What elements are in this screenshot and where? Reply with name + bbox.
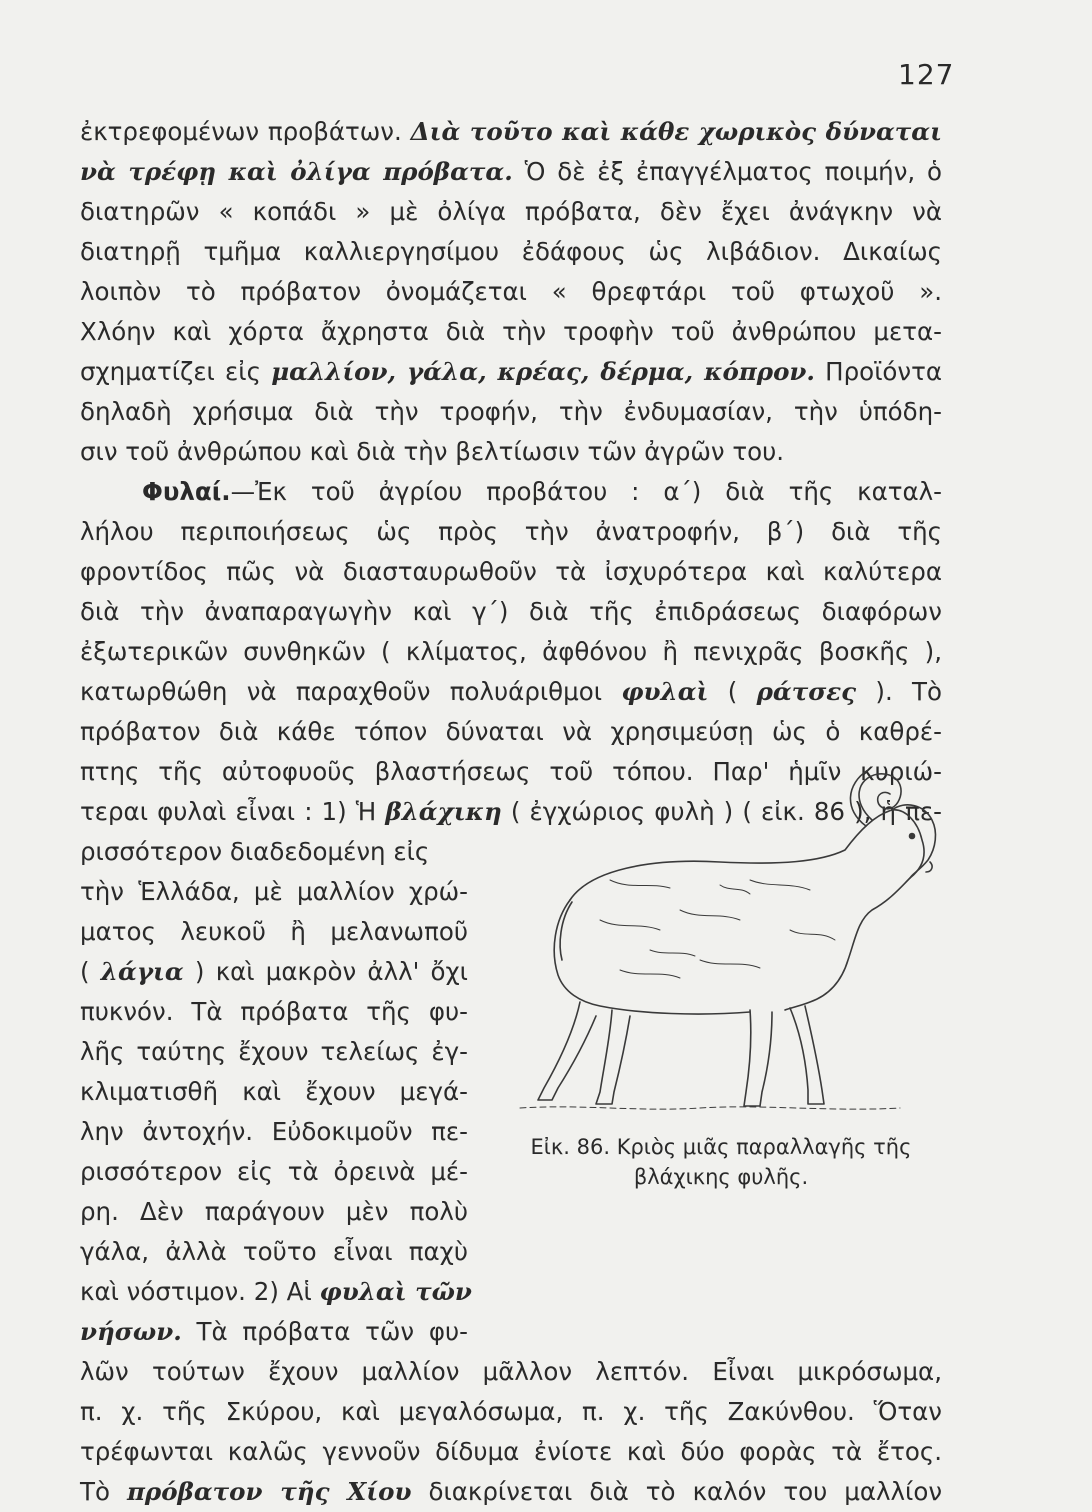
text-span: διὰ τὴν ἀναπαραγωγὴν καὶ γ΄) διὰ τῆς ἐπιδράσεως διαφόρων — [80, 597, 942, 626]
text-line — [80, 1392, 942, 1432]
text-line — [80, 392, 942, 432]
emphasized-text: βλάχικη — [385, 797, 502, 826]
text-line — [80, 1192, 468, 1232]
emphasized-text: μαλλίον, γάλα, κρέας, δέρμα, κόπρον. — [271, 357, 815, 386]
text-span: δηλαδὴ χρήσιμα διὰ τὴν τροφήν, τὴν ἐνδυμασίαν, τὴν ὑπόδη- — [80, 397, 942, 426]
text-line — [80, 1032, 468, 1072]
figure-caption-line-1: Εἰκ. 86. Κριὸς μιᾶς παραλλαγῆς τῆς — [530, 1135, 912, 1159]
text-line — [80, 712, 942, 752]
text-span: λῆς ταύτης ἔχουν τελείως ἐγ- — [80, 1037, 468, 1066]
text-span: ( — [708, 677, 757, 706]
text-span: ( ἐγχώριος φυλὴ ) ( εἰκ. 86 ), ἡ πε- — [501, 797, 942, 826]
text-span: π. χ. τῆς Σκύρου, καὶ μεγαλόσωμα, π. χ. τῆς Ζακύνθου. Ὅταν — [80, 1397, 942, 1426]
text-span: πρόβατον διὰ κάθε τόπον δύναται νὰ χρησιμεύσῃ ὡς ὁ καθρέ- — [80, 717, 942, 746]
text-span: ρη. Δὲν παράγουν μὲν πολὺ — [80, 1197, 468, 1226]
figure-caption-line-2: βλάχικης φυλῆς. — [633, 1165, 809, 1189]
emphasized-text: Διὰ τοῦτο καὶ κάθε χωρικὸς δύναται — [410, 117, 942, 146]
text-span: τρέφωνται καλῶς γεννοῦν δίδυμα ἐνίοτε καὶ δύο φορὰς τὰ ἔτος. — [80, 1437, 942, 1466]
text-span: διακρίνεται διὰ τὸ καλόν του μαλλίον — [411, 1477, 943, 1506]
text-span: Τὸ — [80, 1477, 127, 1506]
text-span: ματος λευκοῦ ἢ μελανωποῦ — [80, 917, 468, 946]
text-span: ( — [80, 957, 101, 986]
text-line — [80, 272, 942, 312]
emphasized-text: ράτσες — [756, 677, 857, 706]
text-line — [80, 912, 468, 952]
ram-illustration — [500, 770, 942, 1130]
text-span: ἐκτρεφομένων προβάτων. — [80, 117, 411, 146]
text-span: τεραι φυλαὶ εἶναι : 1) Ἡ — [80, 797, 386, 826]
text-line — [80, 552, 942, 592]
text-span: ). Τὸ — [856, 677, 942, 706]
emphasized-text: φυλαὶ — [621, 677, 709, 706]
text-span: σχηματίζει εἰς — [80, 357, 272, 386]
text-line — [80, 592, 942, 632]
ram-drawing — [500, 770, 942, 1130]
text-span: λῶν τούτων ἔχουν μαλλίον μᾶλλον λεπτόν. Εἶναι μικρόσωμα, — [80, 1357, 942, 1386]
emphasized-text: λάγια — [100, 957, 184, 986]
text-span: διατηρῶν « κοπάδι » μὲ ὀλίγα πρόβατα, δὲν ἔχει ἀνάγκην νὰ — [80, 197, 942, 226]
text-span: καὶ νόστιμον. 2) Αἱ — [80, 1277, 320, 1306]
text-span: πυκνόν. Τὰ πρόβατα τῆς φυ- — [80, 997, 468, 1026]
text-line — [80, 232, 942, 272]
text-span: σιν τοῦ ἀνθρώπου καὶ διὰ τὴν βελτίωσιν τῶν ἀγρῶν του. — [80, 437, 785, 466]
text-span: τὴν Ἑλλάδα, μὲ μαλλίον χρώ- — [80, 877, 468, 906]
text-line — [80, 672, 942, 712]
emphasized-text: πρόβατον τῆς Χίου — [126, 1477, 412, 1506]
text-line — [80, 1312, 468, 1352]
text-line — [80, 1112, 468, 1152]
text-span: Χλόην καὶ χόρτα ἄχρηστα διὰ τὴν τροφὴν τοῦ ἀνθρώπου μετα- — [80, 317, 942, 346]
text-span: ) καὶ μακρὸν ἀλλ' ὄχι — [183, 957, 468, 986]
text-span: πτης τῆς αὐτοφυοῦς βλαστήσεως τοῦ τόπου. Παρ' ἡμῖν κυριώ- — [80, 757, 942, 786]
text-line — [80, 1152, 468, 1192]
text-line — [80, 112, 942, 152]
text-span: διατηρῇ τμῆμα καλλιεργησίμου ἐδάφους ὡς λιβάδιον. Δικαίως — [80, 237, 942, 266]
text-span: —Ἐκ τοῦ ἀγρίου προβάτου : α΄) διὰ τῆς καταλ- — [230, 477, 942, 506]
text-line — [80, 1352, 942, 1392]
text-line — [80, 992, 468, 1032]
text-line — [80, 1432, 942, 1472]
text-line — [80, 192, 942, 232]
text-line — [80, 632, 942, 672]
text-line — [80, 1272, 472, 1312]
text-span: λην ἀντοχήν. Εὐδοκιμοῦν πε- — [80, 1117, 468, 1146]
text-span: Ὁ δὲ ἐξ ἐπαγγέλματος ποιμήν, ὁ — [512, 157, 942, 186]
text-line — [80, 1072, 468, 1112]
text-line — [80, 952, 468, 992]
text-line — [80, 432, 942, 472]
text-span: λήλου περιποιήσεως ὡς πρὸς τὴν ἀνατροφήν, β΄) διὰ τῆς — [80, 517, 942, 546]
page-number: 127 — [898, 58, 955, 91]
text-line — [142, 472, 942, 512]
text-span: κλιματισθῆ καὶ ἔχουν μεγά- — [80, 1077, 468, 1106]
text-line — [80, 152, 942, 192]
emphasized-text: νὰ τρέφῃ καὶ ὀλίγα πρόβατα. — [80, 157, 513, 186]
text-line — [80, 1232, 468, 1272]
text-span: κατωρθώθη νὰ παραχθοῦν πολυάριθμοι — [80, 677, 622, 706]
text-span: ρισσότερον εἰς τὰ ὀρεινὰ μέ- — [80, 1157, 468, 1186]
text-line — [80, 512, 942, 552]
emphasized-text: φυλαὶ τῶν — [319, 1277, 472, 1306]
text-line — [80, 312, 942, 352]
text-span: γάλα, ἀλλὰ τοῦτο εἶναι παχὺ — [80, 1237, 468, 1266]
text-span: λοιπὸν τὸ πρόβατον ὀνομάζεται « θρεφτάρι τοῦ φτωχοῦ ». — [80, 277, 942, 306]
section-heading: Φυλαί. — [142, 477, 231, 506]
emphasized-text: νήσων. — [80, 1317, 182, 1346]
text-span: φροντίδος πῶς νὰ διασταυρωθοῦν τὰ ἰσχυρότερα καὶ καλύτερα — [80, 557, 942, 586]
text-line — [80, 352, 942, 392]
text-span: ρισσότερον διαδεδομένη εἰς — [80, 837, 430, 866]
text-span: Τὰ πρόβατα τῶν φυ- — [181, 1317, 468, 1346]
text-span: Προϊόντα — [814, 357, 942, 386]
text-line — [80, 1472, 942, 1512]
text-line — [80, 872, 468, 912]
text-span: ἐξωτερικῶν συνθηκῶν ( κλίματος, ἀφθόνου ἢ πενιχρᾶς βοσκῆς ), — [80, 637, 942, 666]
